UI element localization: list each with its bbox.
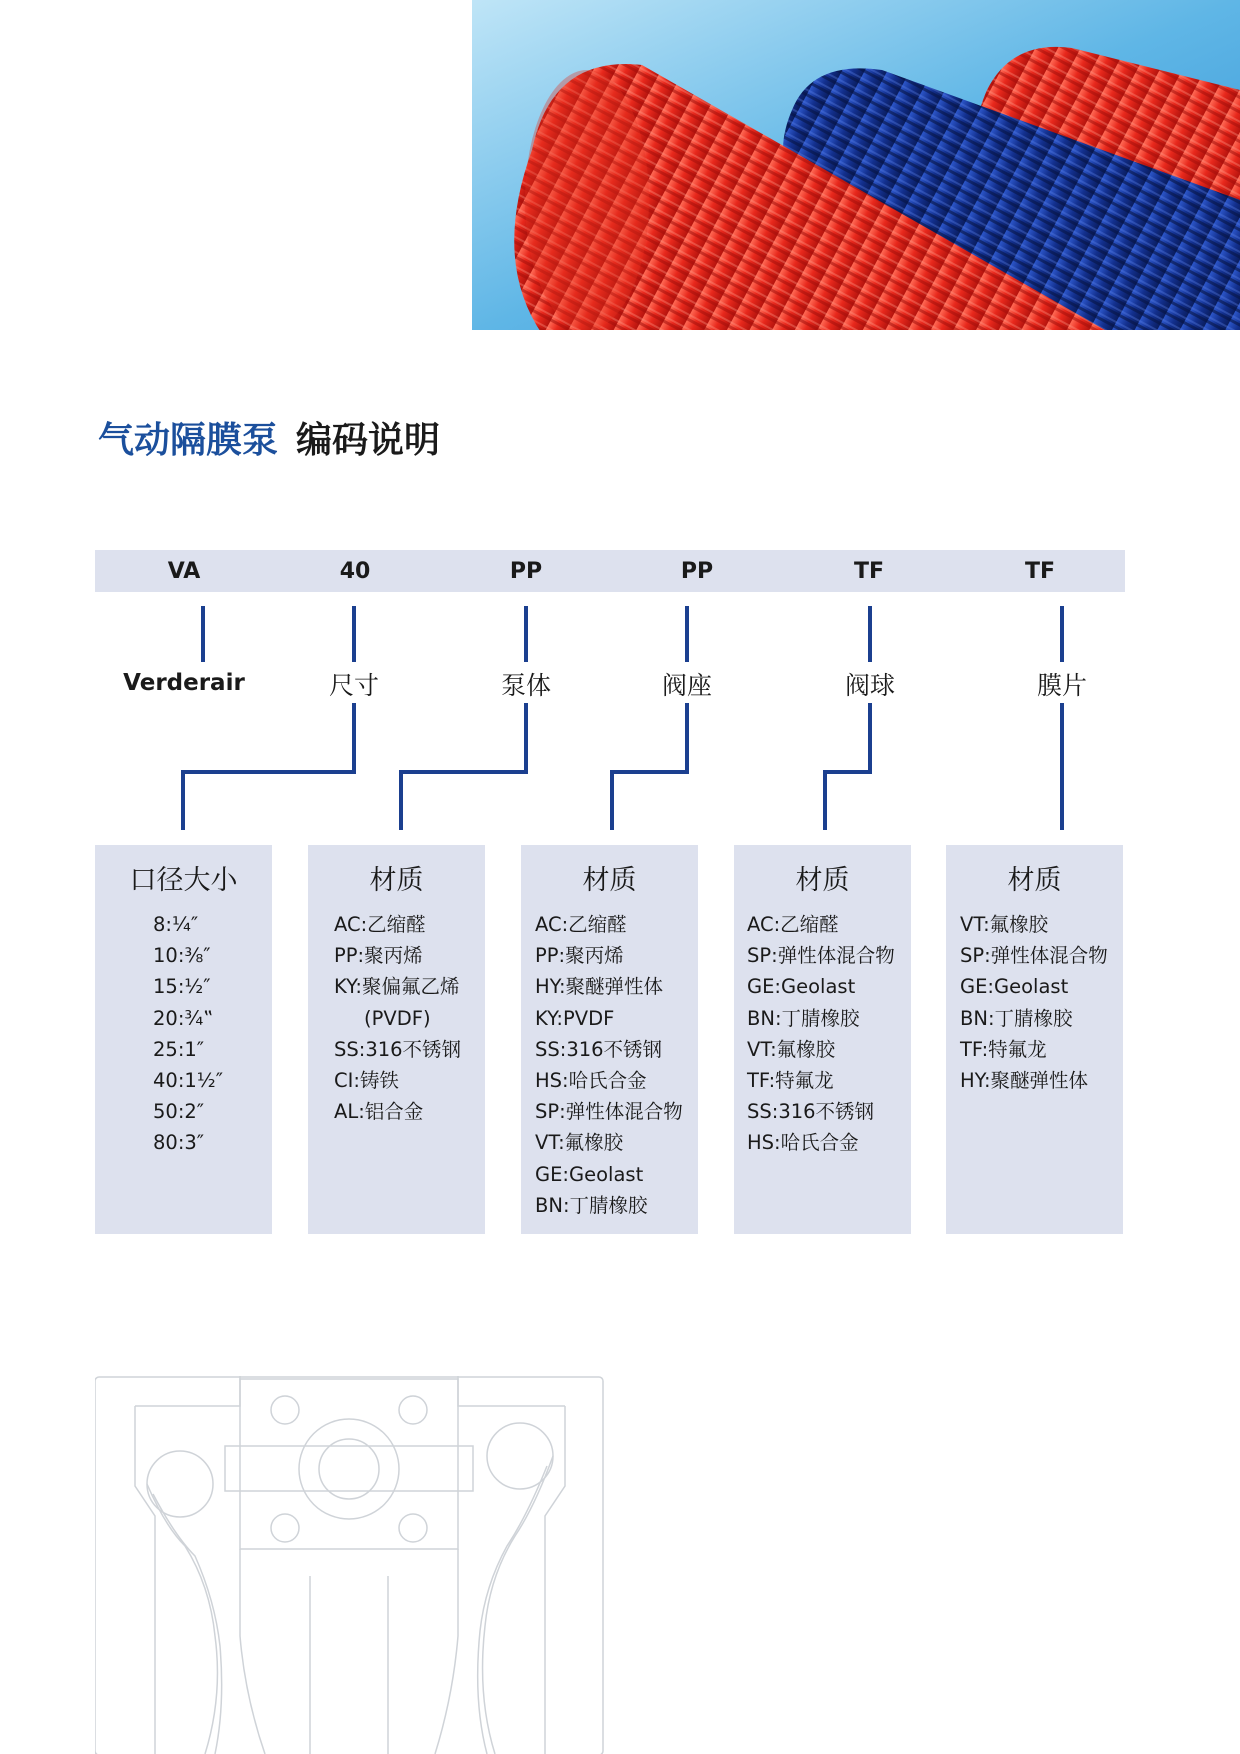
- list-item: SS:316不锈钢: [334, 1037, 462, 1061]
- size-panel-title: 口径大小: [129, 865, 238, 896]
- size-list: [153, 909, 223, 1159]
- list-item: 50:2″: [153, 1100, 205, 1124]
- list-item: AC:乙缩醛: [535, 913, 627, 936]
- list-item: 40:1½″: [153, 1069, 223, 1093]
- list-item: PP:聚丙烯: [535, 944, 624, 968]
- body-material-list: [334, 909, 461, 1127]
- list-item: SP:弹性体混合物: [747, 944, 895, 968]
- list-item: HS:哈氏合金: [535, 1069, 647, 1093]
- list-item: PP:聚丙烯: [334, 944, 423, 968]
- list-item: TF:特氟龙: [960, 1037, 1047, 1061]
- title-secondary: 编码说明: [296, 420, 441, 461]
- list-item: HY:聚醚弹性体: [535, 975, 664, 999]
- diaphragm-material-title: 材质: [1007, 865, 1062, 896]
- list-item: SP:弹性体混合物: [535, 1100, 683, 1124]
- pump-line-drawing: [95, 1376, 605, 1754]
- list-item: KY:PVDF: [535, 1006, 615, 1030]
- list-item: 80:3″: [153, 1131, 205, 1155]
- code-segment-ball: TF: [853, 559, 885, 584]
- code-segment-size: 40: [339, 559, 371, 584]
- list-item: 25:1″: [153, 1037, 205, 1061]
- list-item: 8:¼″: [153, 913, 199, 936]
- title-primary: 气动隔膜泵: [98, 420, 279, 461]
- list-item: GE:Geolast: [960, 975, 1069, 999]
- list-item: (PVDF): [364, 1006, 431, 1030]
- list-item: BN:丁腈橡胶: [747, 1006, 860, 1030]
- list-item: VT:氟橡胶: [960, 913, 1049, 936]
- label-size: 尺寸: [328, 671, 379, 700]
- list-item: BN:丁腈橡胶: [535, 1193, 648, 1217]
- list-item: CI:铸铁: [334, 1069, 399, 1093]
- code-segment-brand: VA: [167, 559, 201, 584]
- code-segment-seat: PP: [680, 559, 714, 584]
- label-ball: 阀球: [844, 671, 895, 700]
- list-item: KY:聚偏氟乙烯: [334, 975, 460, 999]
- list-item: AL:铝合金: [334, 1100, 424, 1124]
- list-item: TF:特氟龙: [747, 1069, 834, 1093]
- list-item: AC:乙缩醛: [747, 913, 839, 936]
- list-item: VT:氟橡胶: [535, 1131, 624, 1155]
- label-body: 泵体: [500, 671, 551, 700]
- list-item: SS:316不锈钢: [747, 1100, 875, 1124]
- list-item: SS:316不锈钢: [535, 1037, 663, 1061]
- body-material-title: 材质: [369, 865, 424, 896]
- list-item: 20:¾‟: [153, 1006, 214, 1030]
- list-item: HY:聚醚弹性体: [960, 1069, 1089, 1093]
- list-item: HS:哈氏合金: [747, 1131, 859, 1155]
- label-diaphragm: 膜片: [1036, 671, 1087, 700]
- list-item: GE:Geolast: [747, 975, 856, 999]
- list-item: SP:弹性体混合物: [960, 944, 1108, 968]
- list-item: AC:乙缩醛: [334, 913, 426, 936]
- list-item: 10:⅜″: [153, 944, 211, 968]
- label-seat: 阀座: [661, 671, 712, 700]
- list-item: BN:丁腈橡胶: [960, 1006, 1073, 1030]
- diaphragm-material-list: [960, 909, 1108, 1096]
- ball-material-title: 材质: [795, 865, 850, 896]
- seat-material-list: [535, 909, 683, 1221]
- seat-material-title: 材质: [582, 865, 637, 896]
- list-item: GE:Geolast: [535, 1162, 644, 1186]
- code-segment-diaphragm: TF: [1024, 559, 1056, 584]
- code-segment-body: PP: [509, 559, 543, 584]
- label-brand: Verderair: [123, 670, 245, 696]
- ball-material-list: [747, 909, 895, 1159]
- list-item: VT:氟橡胶: [747, 1037, 836, 1061]
- list-item: 15:½″: [153, 975, 211, 999]
